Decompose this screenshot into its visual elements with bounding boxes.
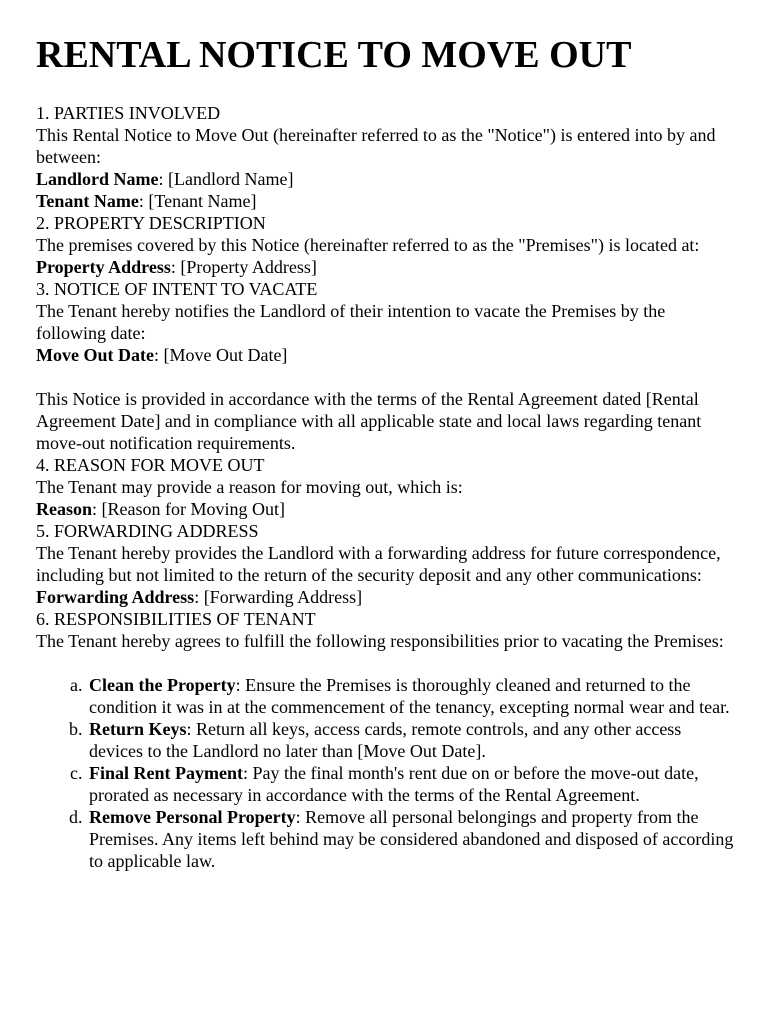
compliance-paragraph: This Notice is provided in accordance with the terms of the Rental Agreement dated [Rental Agreement Date] and in compliance with all applicable state and local laws regarding tenant move-out notification requirements. xyxy=(36,389,702,453)
tenant-name-label: Tenant Name xyxy=(36,191,139,211)
section-heading-responsibilities: 6. RESPONSIBILITIES OF TENANT xyxy=(36,609,316,629)
responsibilities-intro: The Tenant hereby agrees to fulfill the following responsibilities prior to vacating the Premises: xyxy=(36,631,724,651)
responsibility-text: : Remove all personal belongings and property from the Premises. Any items left behind may be considered abandoned and disposed of according to applicable law. xyxy=(89,807,734,871)
forwarding-address-line xyxy=(36,586,736,608)
property-address-line xyxy=(36,256,736,278)
reason-intro: The Tenant may provide a reason for moving out, which is: xyxy=(36,477,463,497)
paragraph-spacer xyxy=(36,366,736,388)
responsibility-label: Return Keys xyxy=(89,719,187,739)
reason-value: : [Reason for Moving Out] xyxy=(92,499,285,519)
property-address-label: Property Address xyxy=(36,257,171,277)
responsibility-text: : Pay the final month's rent due on or before the move-out date, prorated as necessary in accordance with the terms of the Rental Agreement. xyxy=(89,763,699,805)
forwarding-address-label: Forwarding Address xyxy=(36,587,195,607)
reason-label: Reason xyxy=(36,499,93,519)
move-out-date-line xyxy=(36,344,736,366)
document-page xyxy=(36,30,736,872)
move-out-date-label: Move Out Date xyxy=(36,345,154,365)
parties-intro: This Rental Notice to Move Out (hereinafter referred to as the "Notice") is entered into by and between: xyxy=(36,125,716,167)
section-heading-reason: 4. REASON FOR MOVE OUT xyxy=(36,455,265,475)
forwarding-intro: The Tenant hereby provides the Landlord with a forwarding address for future correspondence, including but not limited to the return of the security deposit and any other communications: xyxy=(36,543,721,585)
responsibility-text: : Return all keys, access cards, remote controls, and any other access devices to the Landlord no later than [Move Out Date]. xyxy=(89,719,682,761)
section-heading-intent: 3. NOTICE OF INTENT TO VACATE xyxy=(36,279,318,299)
section-heading-parties: 1. PARTIES INVOLVED xyxy=(36,103,221,123)
list-item xyxy=(87,674,736,718)
landlord-name-line xyxy=(36,168,736,190)
tenant-name-line xyxy=(36,190,736,212)
list-item xyxy=(87,762,736,806)
landlord-name-value: : [Landlord Name] xyxy=(158,169,294,189)
reason-line xyxy=(36,498,736,520)
forwarding-address-value: : [Forwarding Address] xyxy=(194,587,363,607)
paragraph-spacer xyxy=(36,652,736,674)
responsibility-label: Final Rent Payment xyxy=(89,763,243,783)
responsibility-label: Remove Personal Property xyxy=(89,807,296,827)
section-heading-property: 2. PROPERTY DESCRIPTION xyxy=(36,213,266,233)
responsibility-text: : Ensure the Premises is thoroughly cleaned and returned to the condition it was in at the commencement of the tenancy, excepting normal wear and tear. xyxy=(89,675,730,717)
list-item xyxy=(87,806,736,872)
landlord-name-label: Landlord Name xyxy=(36,169,159,189)
property-intro: The premises covered by this Notice (hereinafter referred to as the "Premises") is located at: xyxy=(36,235,700,255)
section-heading-forwarding: 5. FORWARDING ADDRESS xyxy=(36,521,259,541)
property-address-value: : [Property Address] xyxy=(170,257,317,277)
responsibilities-list xyxy=(36,674,736,872)
list-item xyxy=(87,718,736,762)
intent-intro: The Tenant hereby notifies the Landlord of their intention to vacate the Premises by the following date: xyxy=(36,301,666,343)
move-out-date-value: : [Move Out Date] xyxy=(153,345,288,365)
tenant-name-value: : [Tenant Name] xyxy=(138,191,257,211)
document-title: RENTAL NOTICE TO MOVE OUT xyxy=(36,34,632,76)
responsibility-label: Clean the Property xyxy=(89,675,236,695)
